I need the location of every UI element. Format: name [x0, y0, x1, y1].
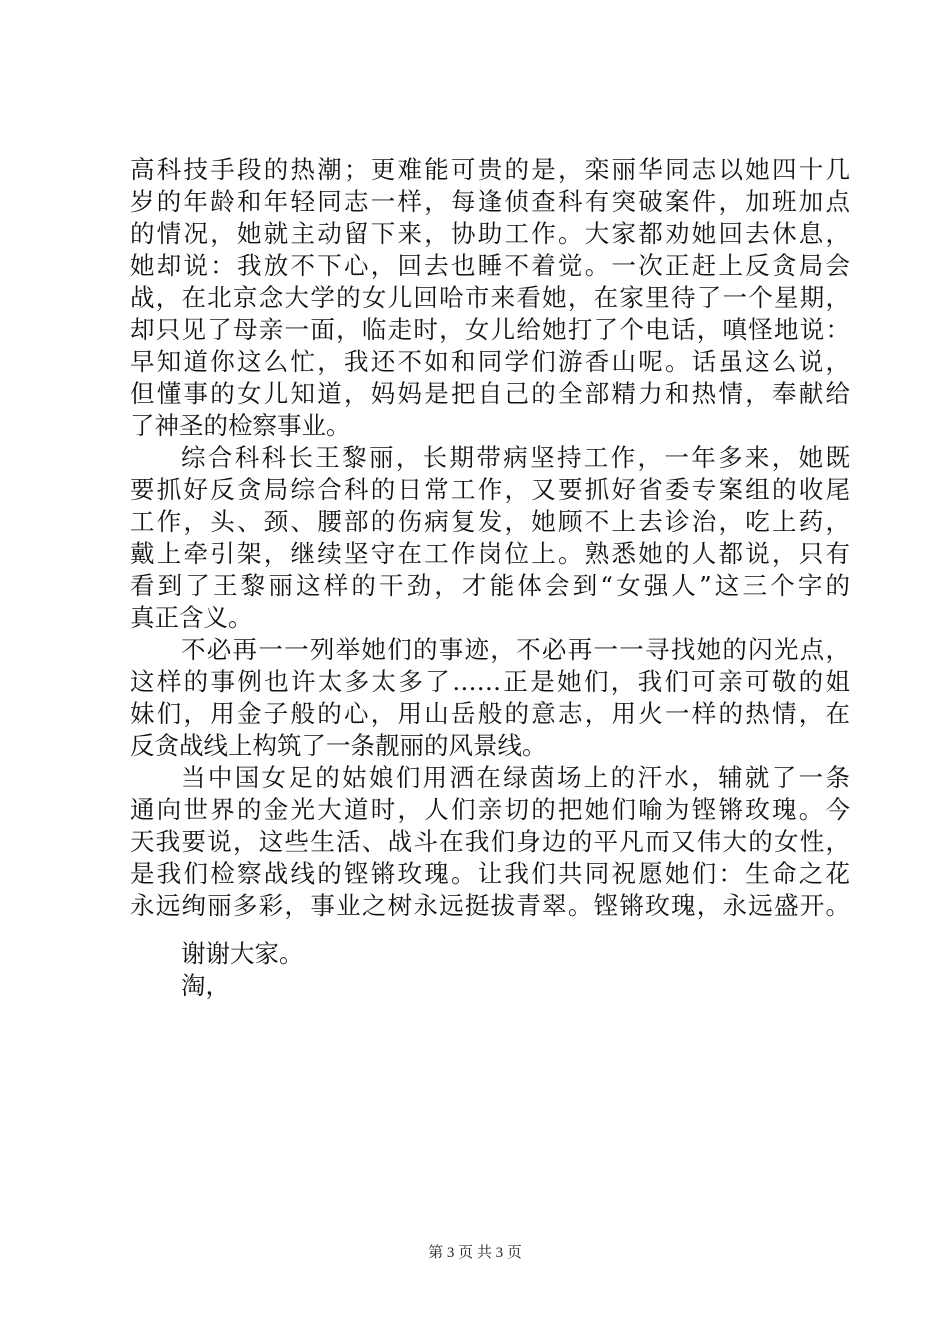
text-line: 但懂事的女儿知道，妈妈是把自己的全部精力和热情，奉献给 [130, 379, 850, 408]
text-line: 战，在北京念大学的女儿回哈市来看她，在家里待了一个星期， [130, 283, 850, 312]
text-line: 天我要说，这些生活、战斗在我们身边的平凡而又伟大的女性， [130, 827, 850, 856]
text-line: 反贪战线上构筑了一条靓丽的风景线。 [130, 731, 547, 760]
text-line: 戴上牵引架，继续坚守在工作岗位上。熟悉她的人都说，只有 [130, 539, 850, 568]
text-line: 通向世界的金光大道时，人们亲切的把她们喻为铿锵玫瑰。今 [130, 795, 850, 824]
text-line: 她却说：我放不下心，回去也睡不着觉。一次正赶上反贪局会 [130, 251, 850, 280]
text-line: 了神圣的检察事业。 [130, 411, 351, 440]
text-line: 妹们，用金子般的心，用山岳般的意志，用火一样的热情，在 [130, 699, 850, 728]
text-line: 这样的事例也许太多太多了……正是她们，我们可亲可敬的姐 [130, 667, 850, 696]
paragraph-first-line: 综合科科长王黎丽，长期带病坚持工作，一年多来，她既 [181, 443, 850, 472]
text-line: 工作，头、颈、腰部的伤病复发，她顾不上去诊治，吃上药， [130, 507, 850, 536]
closing-thanks: 谢谢大家。 [181, 939, 304, 968]
text-line: 真正含义。 [130, 603, 253, 632]
text-line: 的情况，她就主动留下来，协助工作。大家都劝她回去休息， [130, 219, 850, 248]
page-number-footer: 第 3 页 共 3 页 [428, 1245, 522, 1261]
text-line: 看到了王黎丽这样的干劲，才能体会到“女强人”这三个字的 [130, 571, 850, 600]
text-line: 高科技手段的热潮；更难能可贵的是，栾丽华同志以她四十几 [130, 155, 850, 184]
paragraph-first-line: 不必再一一列举她们的事迹，不必再一一寻找她的闪光点， [181, 635, 850, 664]
closing-signature: 淘， [181, 971, 230, 1000]
text-line: 岁的年龄和年轻同志一样，每逢侦查科有突破案件，加班加点 [130, 187, 850, 216]
text-line: 是我们检察战线的铿锵玫瑰。让我们共同祝愿她们：生命之花 [130, 859, 850, 888]
text-line: 早知道你这么忙，我还不如和同学们游香山呢。话虽这么说， [130, 347, 850, 376]
text-line: 要抓好反贪局综合科的日常工作，又要抓好省委专案组的收尾 [130, 475, 850, 504]
text-line: 永远绚丽多彩，事业之树永远挺拔青翠。铿锵玫瑰，永远盛开。 [130, 891, 850, 920]
paragraph-first-line: 当中国女足的姑娘们用洒在绿茵场上的汗水，辅就了一条 [181, 763, 850, 792]
text-line: 却只见了母亲一面，临走时，女儿给她打了个电话，嗔怪地说： [130, 315, 850, 344]
